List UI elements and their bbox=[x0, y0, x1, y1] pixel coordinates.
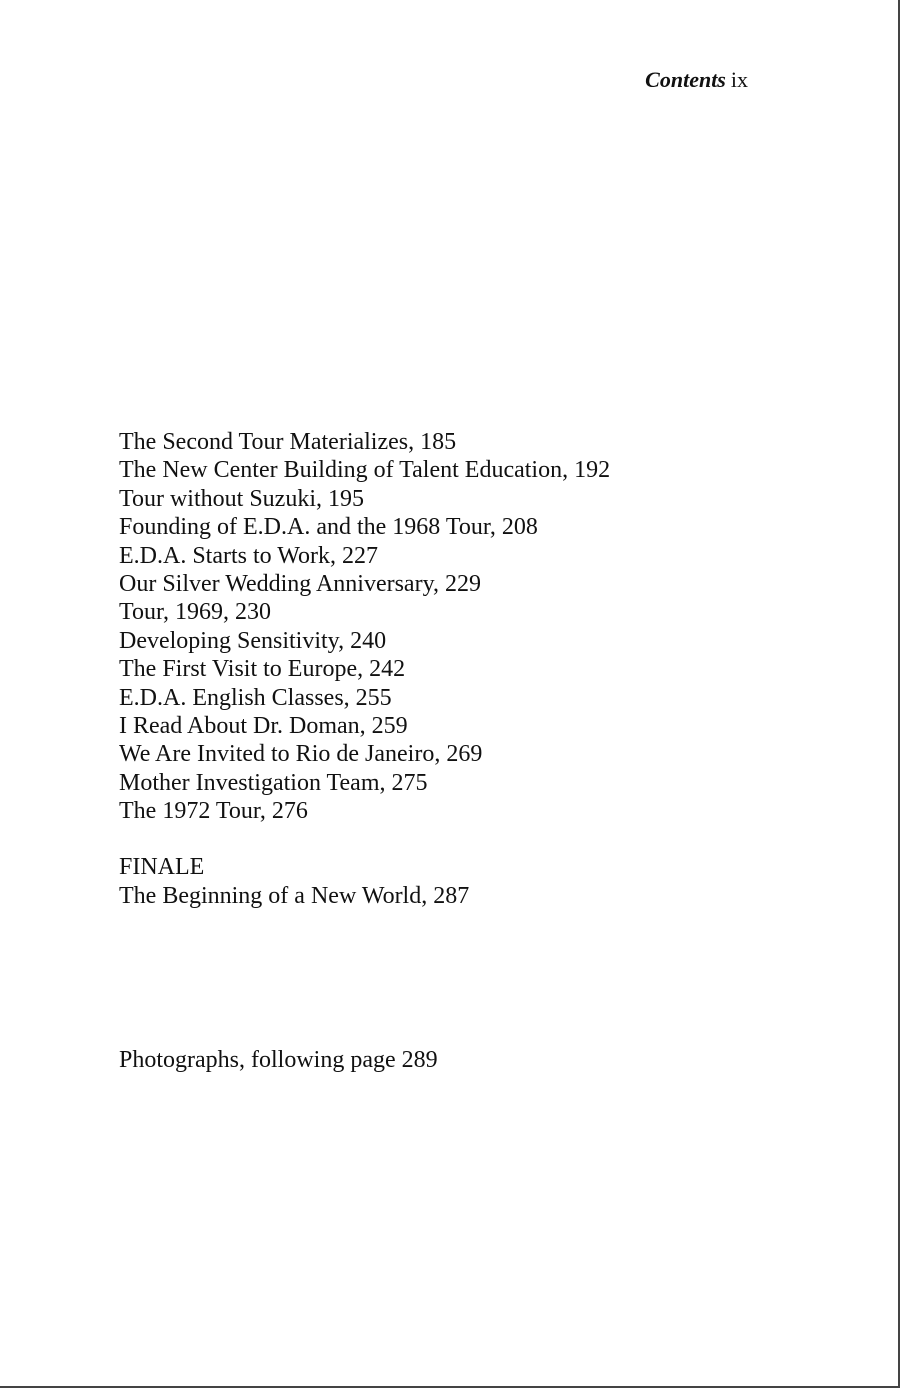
contents-entry: E.D.A. English Classes, 255 bbox=[119, 684, 392, 711]
contents-entry: Mother Investigation Team, 275 bbox=[119, 769, 428, 796]
contents-entry: The First Visit to Europe, 242 bbox=[119, 656, 406, 683]
contents-entry: The Second Tour Materializes, 185 bbox=[119, 429, 457, 455]
contents-entry: The New Center Building of Talent Education, 192 bbox=[119, 457, 611, 484]
running-header-title: Contents bbox=[645, 67, 726, 92]
contents-entry: Developing Sensitivity, 240 bbox=[119, 627, 387, 654]
finale-section bbox=[119, 853, 819, 911]
finale-heading: FINALE bbox=[119, 854, 205, 880]
contents-entry: Tour, 1969, 230 bbox=[119, 599, 272, 626]
contents-entry: Tour without Suzuki, 195 bbox=[119, 485, 364, 512]
contents-list bbox=[119, 428, 819, 826]
finale-entry: The Beginning of a New World, 287 bbox=[119, 883, 470, 909]
contents-entry: Our Silver Wedding Anniversary, 229 bbox=[119, 571, 482, 598]
page-number: ix bbox=[730, 67, 748, 92]
running-header bbox=[600, 66, 748, 94]
contents-entry: Founding of E.D.A. and the 1968 Tour, 208 bbox=[119, 514, 538, 541]
contents-entry: We Are Invited to Rio de Janeiro, 269 bbox=[119, 741, 483, 768]
photographs-note: Photographs, following page 289 bbox=[119, 1047, 438, 1073]
contents-entry: The 1972 Tour, 276 bbox=[119, 798, 308, 825]
contents-entry: E.D.A. Starts to Work, 227 bbox=[119, 542, 378, 569]
contents-entry: I Read About Dr. Doman, 259 bbox=[119, 713, 408, 740]
